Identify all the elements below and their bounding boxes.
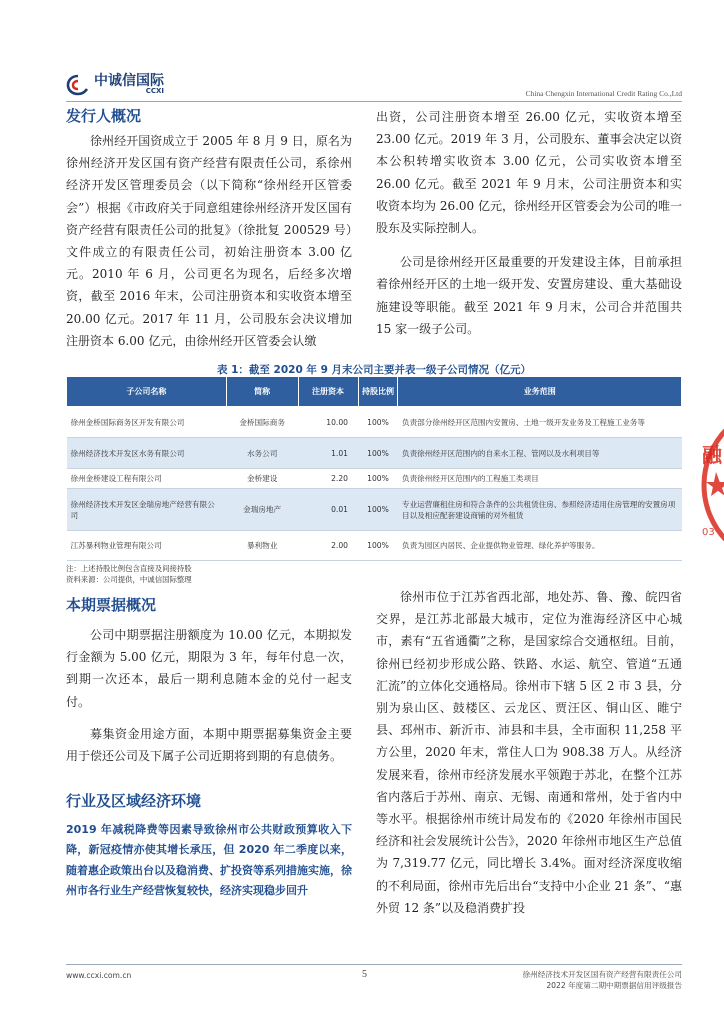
- section-title-industry: 行业及区域经济环境: [66, 792, 202, 810]
- table-header-scope: 业务范围: [398, 377, 682, 407]
- cell-scope: 负责徐州经开区范围内的工程施工类项目: [398, 469, 682, 489]
- footer-report-info: [523, 969, 682, 991]
- seal-stamp: [694, 400, 724, 570]
- bill-paragraph-1: 公司中期票据注册额度为 10.00 亿元，本期拟发行金额为 5.00 亿元，期限为 3 年，每年付息一次，到期一次还本，最后一期利息随本金的兑付一起支付。: [66, 628, 352, 709]
- industry-right-column: [376, 586, 682, 919]
- table-header-capital: 注册资本: [298, 377, 358, 407]
- footer-url[interactable]: www.ccxi.com.cn: [66, 971, 132, 980]
- industry-summary: 2019 年减税降费等因素导致徐州市公共财政预算收入下降，新冠疫情亦使其增长承压，但 2020 年二季度以来，随着惠企政策出台以及稳消费、扩投资等系列措施实施，徐州市各行业生产经营恢复较快，经济实现稳步回升: [66, 823, 352, 898]
- footer-report-name: 2022 年度第二期中期票据信用评级报告: [546, 981, 682, 990]
- table-header-ratio: 持股比例: [358, 377, 398, 407]
- table-note: 注：上述持股比例包含直接及间接持股: [66, 564, 192, 573]
- cell-capital: 2.20: [298, 469, 358, 489]
- cell-name: 徐州金桥国际商务区开发有限公司: [67, 407, 227, 438]
- cell-short: 暴利物业: [226, 531, 298, 561]
- table-row: [67, 469, 682, 489]
- industry-paragraph: 徐州市位于江苏省西北部，地处苏、鲁、豫、皖四省交界，是江苏北部最大城市，定位为淮海经济区中心城市，素有“五省通衢”之称，是国家综合交通枢纽。目前，徐州已经初步形成公路、铁路、水运、航空、管道“五通汇流”的立体化交通格局。徐州市下辖 5 区 2 市 3 县，分别为泉山区、鼓楼区、云龙区、贾汪区、铜山区、睢宁县、邳州市、新沂市、沛县和丰县，全市面积 11,258 平方公里，2020 年末，常住人口为 908.38 万人。从经济发展来看，徐州市经济发展水平领跑于苏北，在整个江苏省内落后于苏州、南京、无锡、南通和常州，处于省内中等水平。根据徐州市统计局发布的《2020 年徐州市国民经济和社会发展统计公告》，2020 年徐州市地区生产总值为 7,319.77 亿元，同比增长 3.4%。面对经济深度收缩的不利局面，徐州市先后出台“支持中小企业 21 条”、“惠外贸 12 条”以及稳消费扩投: [376, 590, 682, 915]
- table-source: 资料来源：公司提供，中诚信国际整理: [66, 575, 192, 584]
- table-header-short: 简称: [226, 377, 298, 407]
- cell-short: 金桥国际商务: [226, 407, 298, 438]
- logo-en-text: CCXI: [145, 87, 164, 95]
- table-header-name: 子公司名称: [67, 377, 227, 407]
- issuer-right-column: [376, 106, 682, 340]
- table-header-row: [67, 377, 682, 407]
- cell-ratio: 100%: [358, 407, 398, 438]
- cell-name: 江苏暴利物业管理有限公司: [67, 531, 227, 561]
- cell-short: 金瑞房地产: [226, 489, 298, 531]
- table-caption: 表 1：截至 2020 年 9 月末公司主要并表一级子公司情况（亿元）: [216, 364, 532, 376]
- issuer-paragraph-1-right: 出资，公司注册资本增至 26.00 亿元，实收资本增至 23.00 亿元。2019 年 3 月，公司股东、董事会决定以资本公积转增实收资本 3.00 亿元，公司实收资本增至 26.00 亿元。截至 2021 年 9 月末，公司注册资本和实收资本均为 26.00 亿元，徐州经开区管委会为公司的唯一股东及实际控制人。: [376, 110, 682, 236]
- issuer-paragraph-1-left: 徐州经开国资成立于 2005 年 8 月 9 日，原名为徐州经济开发区国有资产经营有限责任公司，系徐州经济开发区管理委员会（以下简称“徐州经开区管委会”）根据《市政府关于同意组建徐州经济开发区国有资产经营有限责任公司的批复》（徐批复 200529 号）文件成立的有限责任公司，初始注册资本 3.00 亿元。2010 年 6 月，公司更名为现名，后经多次增资，截至 2016 年末，公司注册资本和实收资本增至 20.00 亿元。2017 年 11 月，公司股东会决议增加注册资本 6.00 亿元，由徐州经开区管委会认缴: [66, 134, 352, 348]
- table-row: [67, 531, 682, 561]
- cell-scope: 专业运营廉租住房和符合条件的公共租赁住房、参照经济适用住房管理的安置房项目以及相应配套建设商铺的对外租赁: [398, 489, 682, 531]
- logo-mark-icon: [66, 74, 90, 96]
- cell-name: 徐州金桥建设工程有限公司: [67, 469, 227, 489]
- table-row: [67, 438, 682, 469]
- cell-scope: 负责徐州经开区范围内的自来水工程、管网以及水利项目等: [398, 438, 682, 469]
- table-row: [67, 489, 682, 531]
- page-footer: [66, 964, 682, 990]
- svg-text:03: 03: [702, 527, 715, 538]
- page-header: [66, 72, 682, 102]
- cell-name: 徐州经济技术开发区金瑞房地产经营有限公司: [67, 489, 227, 531]
- cell-name: 徐州经济技术开发区水务有限公司: [67, 438, 227, 469]
- logo-cn-text: 中诚信国际: [94, 73, 164, 89]
- table-notes: [66, 563, 192, 585]
- cell-capital: 0.01: [298, 489, 358, 531]
- cell-capital: 2.00: [298, 531, 358, 561]
- ccxi-logo: [66, 72, 164, 98]
- cell-ratio: 100%: [358, 531, 398, 561]
- cell-ratio: 100%: [358, 489, 398, 531]
- cell-ratio: 100%: [358, 469, 398, 489]
- page-number: 5: [362, 969, 367, 980]
- cell-ratio: 100%: [358, 438, 398, 469]
- subsidiary-table: [66, 376, 682, 561]
- cell-short: 水务公司: [226, 438, 298, 469]
- svg-text:融: 融: [702, 443, 722, 467]
- cell-capital: 10.00: [298, 407, 358, 438]
- cell-scope: 负责部分徐州经开区范围内安置房、土地一级开发业务及工程施工业务等: [398, 407, 682, 438]
- issuer-left-column: [66, 130, 352, 352]
- bill-column: [66, 624, 352, 767]
- cell-capital: 1.01: [298, 438, 358, 469]
- issuer-paragraph-2: 公司是徐州经开区最重要的开发建设主体，目前承担着徐州经开区的土地一级开发、安置房建设、重大基础设施建设等职能。截至 2021 年 9 月末，公司合并范围共 15 家一级子公司。: [376, 255, 682, 336]
- table-row: [67, 407, 682, 438]
- footer-issuer-name: 徐州经济技术开发区国有资产经营有限责任公司: [522, 970, 682, 979]
- bill-paragraph-2: 募集资金用途方面，本期中期票据募集资金主要用于偿还公司及下属子公司近期将到期的有息债务。: [66, 726, 352, 764]
- section-title-bill: 本期票据概况: [66, 596, 157, 614]
- cell-short: 金桥建设: [226, 469, 298, 489]
- section-title-issuer: 发行人概况: [66, 107, 142, 125]
- company-name-en: China Chengxin International Credit Rating Co.,Ltd: [525, 89, 682, 98]
- cell-scope: 负责为园区内居民、企业提供物业管理、绿化养护等服务。: [398, 531, 682, 561]
